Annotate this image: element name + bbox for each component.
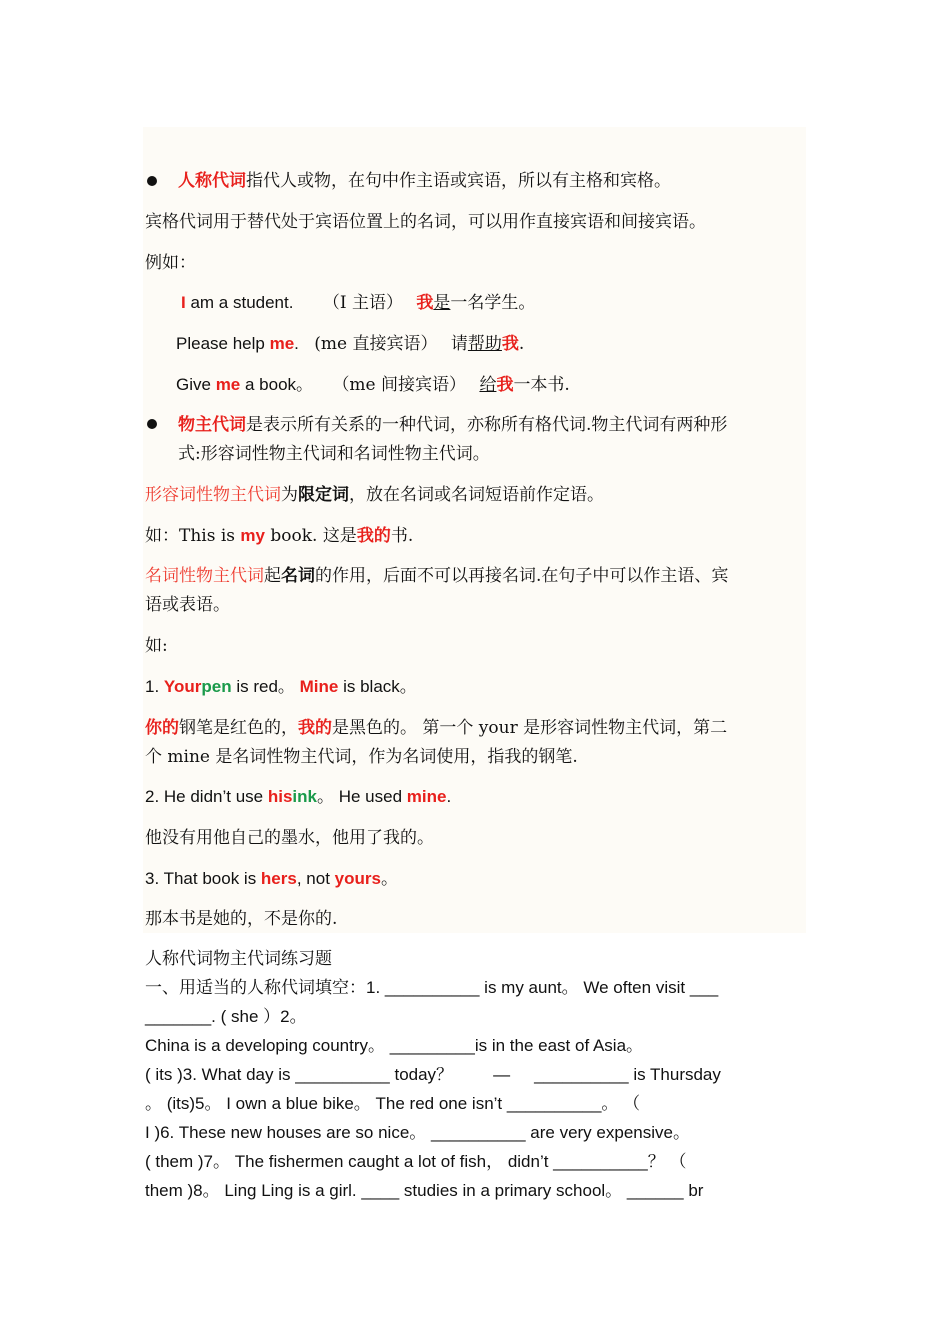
example-label: 如: (145, 636, 168, 656)
possessive-pronoun-definition: 物主代词是表示所有关系的一种代词，亦称所有格代词.物主代词有两种形 (178, 415, 728, 435)
possessive-example-3: 3. That book is hers, not yours。 (145, 869, 398, 888)
possessive-example-3-translation: 那本书是她的，不是你的. (145, 909, 338, 929)
exercise-title: 人称代词物主代词练习题 (145, 949, 332, 969)
possessive-example-1: 1. Yourpen is red。 Mine is black。 (145, 677, 417, 696)
possessive-pronoun-definition-cont: 式:形容词性物主代词和名词性物主代词。 (178, 444, 490, 464)
possessive-example-2: 2. He didn’t use hisink。 He used mine. (145, 787, 452, 806)
adjective-possessive-example: 如：This is my book. 这是我的书. (145, 526, 414, 546)
example-1: I am a student. （I 主语） 我是一名学生。 (181, 293, 536, 313)
exercise-line-3: China is a developing country。 _________is in the east of Asia。 (145, 1036, 644, 1055)
exercise-line-8: them )8。 Ling Ling is a girl. ____ studies in a primary school。 ______ br (145, 1181, 704, 1200)
bullet-icon (147, 419, 157, 429)
adjective-possessive-rule: 形容词性物主代词为限定词，放在名词或名词短语前作定语。 (145, 485, 604, 505)
example-3: Give me a book。 （me 间接宾语） 给我一本书. (176, 375, 570, 395)
possessive-example-2-translation: 他没有用他自己的墨水，他用了我的。 (145, 828, 434, 848)
possessive-example-1-explanation: 个 mine 是名词性物主代词，作为名词使用，指我的钢笔. (145, 747, 578, 767)
exercise-line-7: ( them )7。 The fishermen caught a lot of fish， didn’t __________？ （ (145, 1152, 687, 1171)
noun-possessive-rule: 名词性物主代词起名词的作用，后面不可以再接名词.在句子中可以作主语、宾 (145, 566, 729, 586)
possessive-example-1-translation: 你的钢笔是红色的，我的是黑色的。 第一个 your 是形容词性物主代词，第二 (145, 718, 728, 738)
example-2: Please help me. (me 直接宾语） 请帮助我. (176, 334, 525, 354)
exercise-line-2: _______. ( she ）2。 (145, 1007, 307, 1026)
exercise-line-4: ( its )3. What day is __________ today？ — __________ is Thursday (145, 1065, 721, 1084)
bullet-icon (147, 176, 157, 186)
exercise-line-5: 。 (its)5。 I own a blue bike。 The red one isn’t __________。 （ (145, 1094, 641, 1113)
object-pronoun-explanation: 宾格代词用于替代处于宾语位置上的名词，可以用作直接宾语和间接宾语。 (145, 212, 706, 232)
exercise-line-6: I )6. These new houses are so nice。 __________ are very expensive。 (145, 1123, 690, 1142)
noun-possessive-rule-cont: 语或表语。 (145, 595, 230, 615)
personal-pronoun-definition: 人称代词指代人或物，在句中作主语或宾语，所以有主格和宾格。 (178, 171, 671, 191)
exercise-line-1: 一、用适当的人称代词填空：1. __________ is my aunt。 We often visit ___ (145, 978, 719, 998)
example-label: 例如： (145, 253, 196, 273)
